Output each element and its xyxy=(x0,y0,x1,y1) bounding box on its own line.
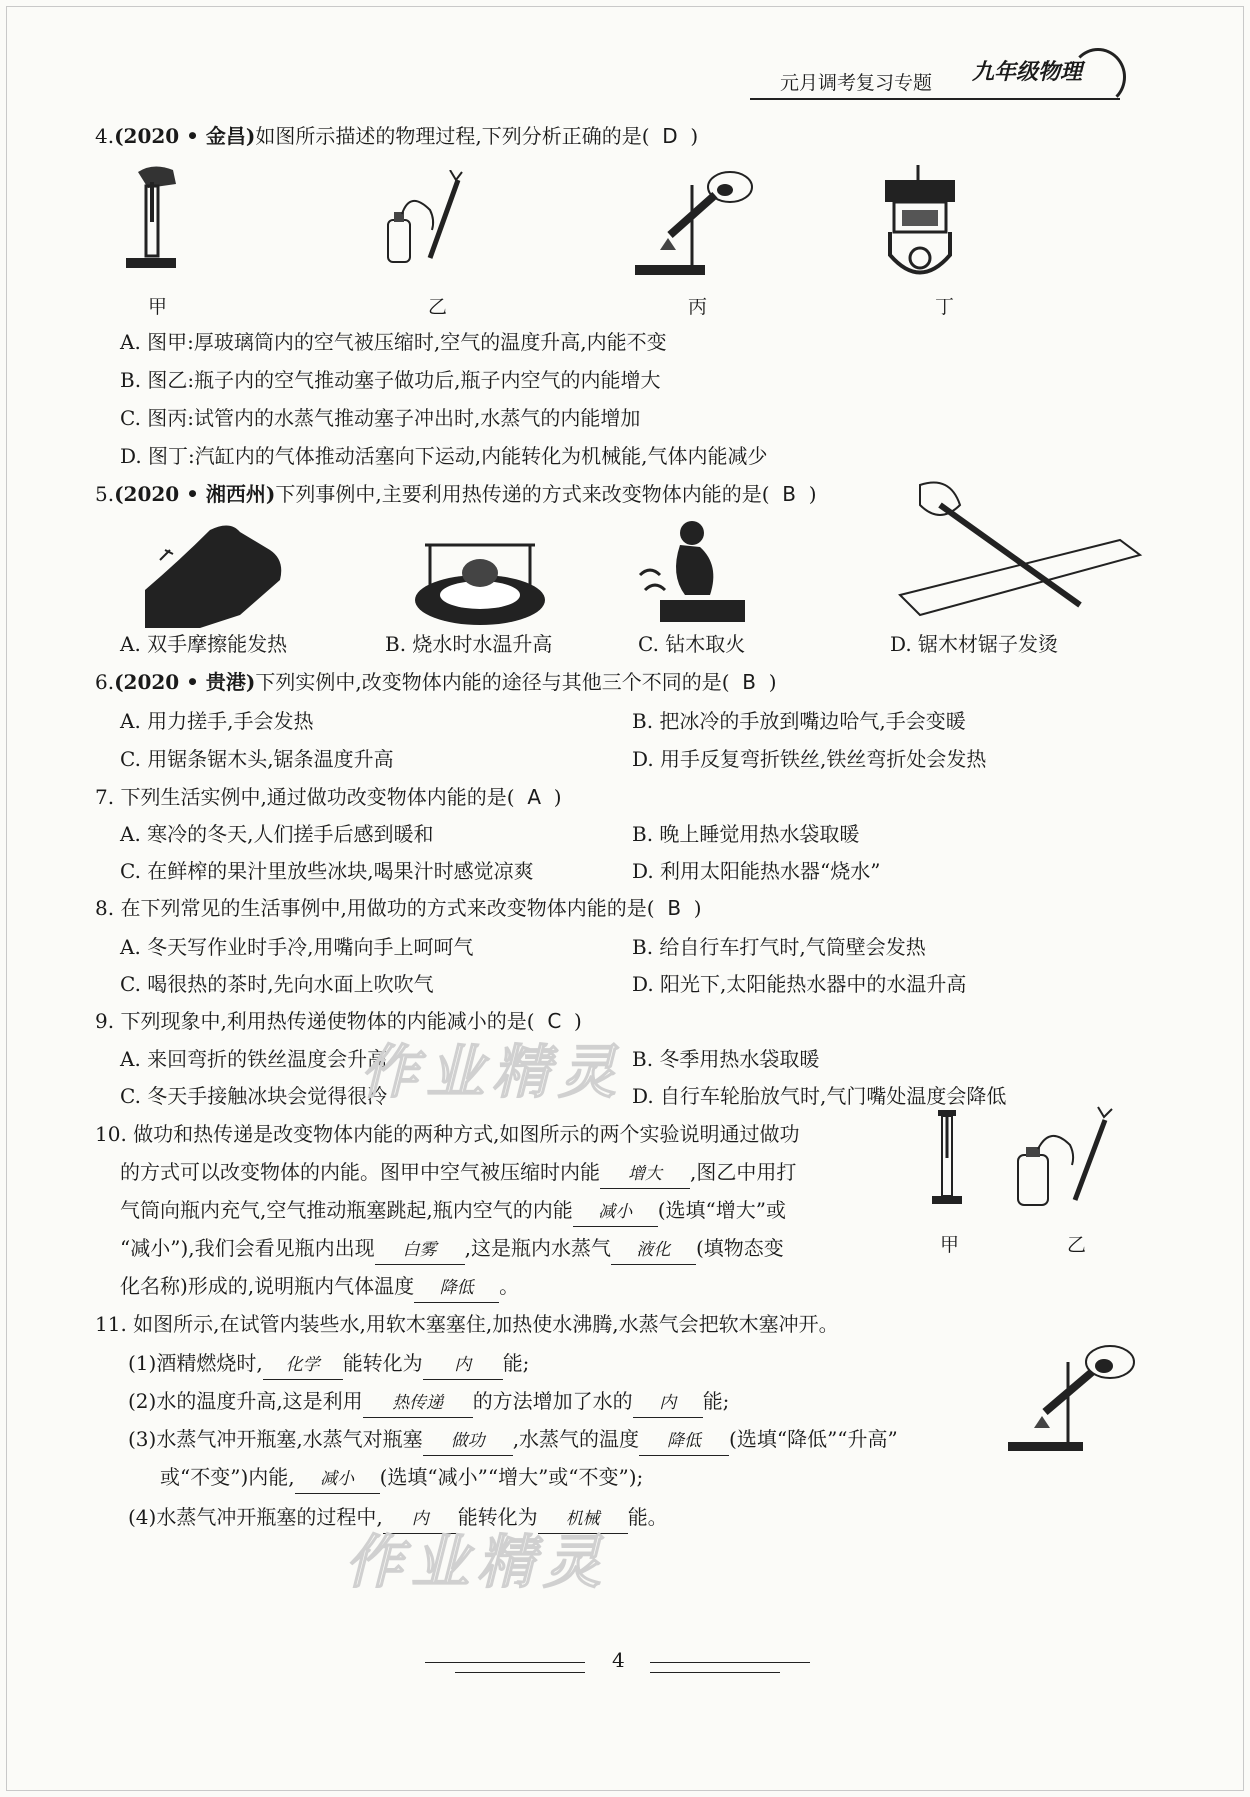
footer-rule-left xyxy=(425,1662,585,1663)
q7-option-d: D. 利用太阳能热水器“烧水” xyxy=(632,859,881,883)
q9-option-b: B. 冬季用热水袋取暖 xyxy=(632,1047,820,1071)
q11-blank-5: 做功 xyxy=(423,1427,513,1456)
q10-fig-label-yi: 乙 xyxy=(1067,1234,1087,1256)
q9-option-c: C. 冬天手接触冰块会觉得很冷 xyxy=(120,1084,388,1108)
q7-stem: 7. 下列生活实例中,通过做功改变物体内能的是( A ) xyxy=(95,785,562,809)
header-rule xyxy=(750,98,1120,100)
q4-fig-bing-test-tube xyxy=(630,165,760,280)
q9-answer: C xyxy=(547,1009,562,1033)
q11-stem: 11. 如图所示,在试管内装些水,用软木塞塞住,加热使水沸腾,水蒸气会把软木塞冲开。 xyxy=(95,1312,839,1336)
watermark-1: 作业精灵 xyxy=(360,1038,625,1106)
q4-fig-label-yi: 乙 xyxy=(428,296,448,318)
q8-option-c: C. 喝很热的茶时,先向水面上吹吹气 xyxy=(120,972,434,996)
q4-option-b: B. 图乙:瓶子内的空气推动塞子做功后,瓶子内空气的内能增大 xyxy=(120,368,661,392)
q7-option-b: B. 晚上睡觉用热水袋取暖 xyxy=(632,822,860,846)
q5-fig-rubbing-hands xyxy=(140,520,290,630)
q5-option-c: C. 钻木取火 xyxy=(638,632,746,656)
q11-part-1: (1)酒精燃烧时, 化学 能转化为 内 能; xyxy=(128,1349,529,1380)
q6-option-a: A. 用力搓手,手会发热 xyxy=(120,709,314,733)
q11-part-3: (3)水蒸气冲开瓶塞,水蒸气对瓶塞 做功 ,水蒸气的温度 降低 (选填“降低”“升高” xyxy=(128,1425,898,1456)
q8-stem: 8. 在下列常见的生活事例中,用做功的方式来改变物体内能的是( B ) xyxy=(95,896,702,920)
q5-fig-boiling-water xyxy=(410,535,550,630)
q9-stem: 9. 下列现象中,利用热传递使物体的内能减小的是( C ) xyxy=(95,1009,582,1033)
q8-option-d: D. 阳光下,太阳能热水器中的水温升高 xyxy=(632,972,967,996)
q6-stem: 6.(2020 • 贵港)下列实例中,改变物体内能的途径与其他三个不同的是( B ) xyxy=(95,670,777,694)
q8-option-b: B. 给自行车打气时,气筒壁会发热 xyxy=(632,935,926,959)
q4-fig-label-bing: 丙 xyxy=(688,296,708,318)
q6-answer: B xyxy=(742,670,757,694)
q11-blank-3: 热传递 xyxy=(363,1389,473,1418)
q10-line-2: 的方式可以改变物体的内能。图甲中空气被压缩时内能 增大 ,图乙中用打 xyxy=(120,1158,796,1189)
q7-option-c: C. 在鲜榨的果汁里放些冰块,喝果汁时感觉凉爽 xyxy=(120,859,534,883)
q10-fig-label-jia: 甲 xyxy=(940,1234,960,1256)
q10-blank-1: 增大 xyxy=(600,1160,690,1189)
q5-fig-drilling-wood-fire xyxy=(630,515,750,630)
q7-answer: A xyxy=(527,785,542,809)
q11-part-3-cont: 或“不变”)内能, 减小 (选填“减小”“增大”或“不变”); xyxy=(160,1463,643,1494)
q11-blank-9: 机械 xyxy=(538,1505,628,1534)
q6-option-c: C. 用锯条锯木头,锯条温度升高 xyxy=(120,747,394,771)
q4-stem: 4.(2020 • 金昌)如图所示描述的物理过程,下列分析正确的是( D ) xyxy=(95,124,699,148)
footer-rule-right-2 xyxy=(650,1672,780,1673)
q10-blank-2: 减小 xyxy=(573,1198,658,1227)
q10-line-1: 10. 做功和热传递是改变物体内能的两种方式,如图所示的两个实验说明通过做功 xyxy=(95,1122,800,1146)
q5-stem: 5.(2020 • 湘西州)下列事例中,主要利用热传递的方式来改变物体内能的是( B ) xyxy=(95,482,817,506)
q6-option-d: D. 用手反复弯折铁丝,铁丝弯折处会发热 xyxy=(632,747,987,771)
q4-option-a: A. 图甲:厚玻璃筒内的空气被压缩时,空气的温度升高,内能不变 xyxy=(120,330,667,354)
q11-part-2: (2)水的温度升高,这是利用 热传递 的方法增加了水的 内 能; xyxy=(128,1387,729,1418)
q11-blank-7: 减小 xyxy=(295,1465,380,1494)
q4-fig-yi-bottle-pump xyxy=(380,170,470,280)
q10-line-4: “减小”),我们会看见瓶内出现 白雾 ,这是瓶内水蒸气 液化 (填物态变 xyxy=(120,1234,784,1265)
q8-option-a: A. 冬天写作业时手冷,用嘴向手上呵呵气 xyxy=(120,935,474,959)
q4-answer: D xyxy=(662,124,678,148)
footer-rule-left-2 xyxy=(455,1672,585,1673)
q10-blank-5: 降低 xyxy=(414,1274,499,1303)
q4-fig-label-jia: 甲 xyxy=(148,296,168,318)
q11-blank-4: 内 xyxy=(633,1389,703,1418)
q4-option-c: C. 图丙:试管内的水蒸气推动塞子冲出时,水蒸气的内能增加 xyxy=(120,406,641,430)
q5-option-d: D. 锯木材锯子发烫 xyxy=(890,632,1059,656)
footer-rule-right xyxy=(650,1662,810,1663)
q11-blank-1: 化学 xyxy=(263,1351,343,1380)
watermark-2: 作业精灵 xyxy=(345,1528,610,1596)
q4-fig-jia-compression-cylinder xyxy=(118,162,188,282)
q4-option-d: D. 图丁:汽缸内的气体推动活塞向下运动,内能转化为机械能,气体内能减少 xyxy=(120,444,768,468)
header-title: 九年级物理 xyxy=(972,60,1083,85)
q5-answer: B xyxy=(782,482,797,506)
q11-blank-6: 降低 xyxy=(639,1427,729,1456)
page-number: 4 xyxy=(612,1648,625,1672)
q10-line-3: 气筒向瓶内充气,空气推动瓶塞跳起,瓶内空气的内能 减小 (选填“增大”或 xyxy=(120,1196,786,1227)
q10-blank-3: 白雾 xyxy=(375,1236,465,1265)
q10-fig-jia-compression-cylinder xyxy=(930,1108,965,1208)
q9-option-a: A. 来回弯折的铁丝温度会升高 xyxy=(120,1047,388,1071)
q11-part-4: (4)水蒸气冲开瓶塞的过程中, 内 能转化为 机械 能。 xyxy=(128,1503,668,1534)
q10-line-5: 化名称)形成的,说明瓶内气体温度 降低 。 xyxy=(120,1272,519,1303)
q5-option-b: B. 烧水时水温升高 xyxy=(385,632,553,656)
q11-blank-2: 内 xyxy=(423,1351,503,1380)
q6-option-b: B. 把冰冷的手放到嘴边哈气,手会变暖 xyxy=(632,709,966,733)
q5-fig-sawing-wood xyxy=(880,445,1150,630)
q4-fig-ding-engine-cylinder xyxy=(880,160,960,285)
q9-option-d: D. 自行车轮胎放气时,气门嘴处温度会降低 xyxy=(632,1084,1007,1108)
q11-fig-test-tube-heating xyxy=(1000,1340,1140,1455)
q5-option-a: A. 双手摩擦能发热 xyxy=(120,632,288,656)
q10-blank-4: 液化 xyxy=(611,1236,696,1265)
q10-fig-yi-bottle-pump xyxy=(1010,1105,1120,1215)
q8-answer: B xyxy=(667,896,682,920)
q7-option-a: A. 寒冷的冬天,人们搓手后感到暖和 xyxy=(120,822,434,846)
header-tag: 元月调考复习专题 xyxy=(780,72,933,94)
q4-fig-label-ding: 丁 xyxy=(935,296,955,318)
q11-blank-8: 内 xyxy=(383,1505,458,1534)
